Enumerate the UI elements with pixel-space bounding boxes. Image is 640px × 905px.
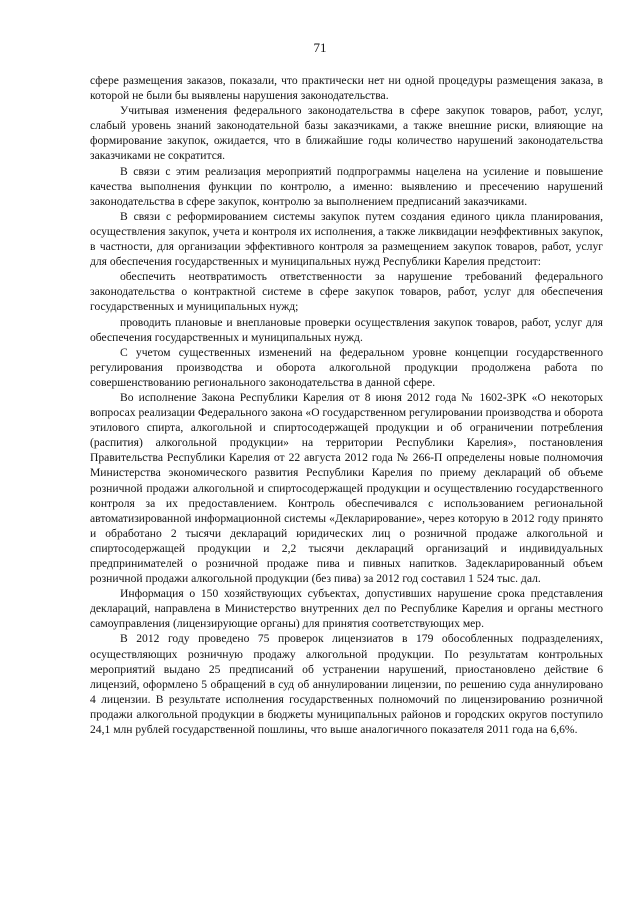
paragraph-licensee-checks: В 2012 году проведено 75 проверок лицензиатов в 179 обособленных подразделениях, осуществляющих розничную продажу алкогольной продукции. По результатам контрольных мероприятий выдано 25 предписаний об устранении нарушений, приостановлено действие 6 лицензий, оформлено 5 обращений в суд об аннулировании лицензии, по решению суда аннулировано 4 лицензии. В результате исполнения государственных полномочий по лицензированию розничной продажи алкогольной продукции в бюджеты муниципальных районов и городских округов поступило 24,1 млн рублей государственной пошлины, что выше аналогичного показателя 2011 года на 6,6%. bbox=[90, 632, 603, 737]
paragraph-subprogram-control: В связи с этим реализация мероприятий подпрограммы нацелена на усиление и повышение качества выполнения функции по контролю, а именно: выявлению и пресечению нарушений законодательства в сфере закупок, контролю за выполнением предписаний заказчиками. bbox=[90, 164, 603, 208]
paragraph-continuation: сфере размещения заказов, показали, что практически нет ни одной процедуры размещения заказа, в которой не были бы выявлены нарушения законодательства. bbox=[90, 74, 603, 103]
page-number: 71 bbox=[313, 40, 327, 55]
paragraph-responsibility: обеспечить неотвратимость ответственности за нарушение требований федерального законодательства о контрактной системе в сфере закупок товаров, работ, услуг для обеспечения государственных и муниципальных нужд; bbox=[90, 270, 603, 314]
paragraph-alcohol-regulation: С учетом существенных изменений на федеральном уровне концепции государственного регулирования производства и оборота алкогольной продукции продолжена работа по совершенствованию регионального законодательства в данной сфере. bbox=[90, 345, 603, 389]
paragraph-declarations-law: Во исполнение Закона Республики Карелия от 8 июня 2012 года № 1602-ЗРК «О некоторых вопросах реализации Федерального закона «О государственном регулировании производства и оборота этилового спирта, алкогольной и спиртосодержащей продукции и об ограничении потребления (распития) алкогольной продукции» на территории Республики Карелия», постановления Правительства Республики Карелия от 22 августа 2012 года № 266-П определены новые полномочия Министерства экономического развития Республики Карелия по приему деклараций об объеме розничной продажи алкогольной и спиртосодержащей продукции и осуществлению государственного контроля за их предоставлением. Контроль обеспечивался с использованием региональной автоматизированной информационной системы «Декларирование», через которую в 2012 году принято и обработано 2 тысячи деклараций юридических лиц о розничной продаже алкогольной и спиртосодержащей продукции и 2,2 тысячи деклараций организаций и индивидуальных предпринимателей о розничной продаже пива и пивных напитков. Задекларированный объем розничной продажи алкогольной продукции (без пива) за 2012 год составил 1 524 тыс. дал. bbox=[90, 390, 603, 586]
paragraph-legislation-changes: Учитывая изменения федерального законодательства в сфере закупок товаров, работ, услуг, слабый уровень знаний законодательной базы заказчиками, а также внешние риски, влияющие на формирование закупок, ожидается, что в ближайшие годы количество нарушений законодательства заказчиками не сократится. bbox=[90, 104, 603, 163]
paragraph-procurement-reform: В связи с реформированием системы закупок путем создания единого цикла планирования, осуществления закупок, учета и контроля их исполнения, а также ликвидации неэффективных закупок, в частности, для организации эффективного контроля за размещением закупок товаров, работ, услуг для обеспечения государственных и муниципальных нужд Республики Карелия предстоит: bbox=[90, 209, 603, 269]
page-body bbox=[90, 73, 603, 737]
paragraph-inspections: проводить плановые и внеплановые проверки осуществления закупок товаров, работ, услуг для обеспечения государственных и муниципальных нужд. bbox=[90, 315, 603, 344]
paragraph-violations-info: Информация о 150 хозяйствующих субъектах, допустивших нарушение срока представления деклараций, направлена в Министерство внутренних дел по Республике Карелия и органы местного самоуправления (лицензирующие органы) для принятия соответствующих мер. bbox=[90, 587, 603, 631]
